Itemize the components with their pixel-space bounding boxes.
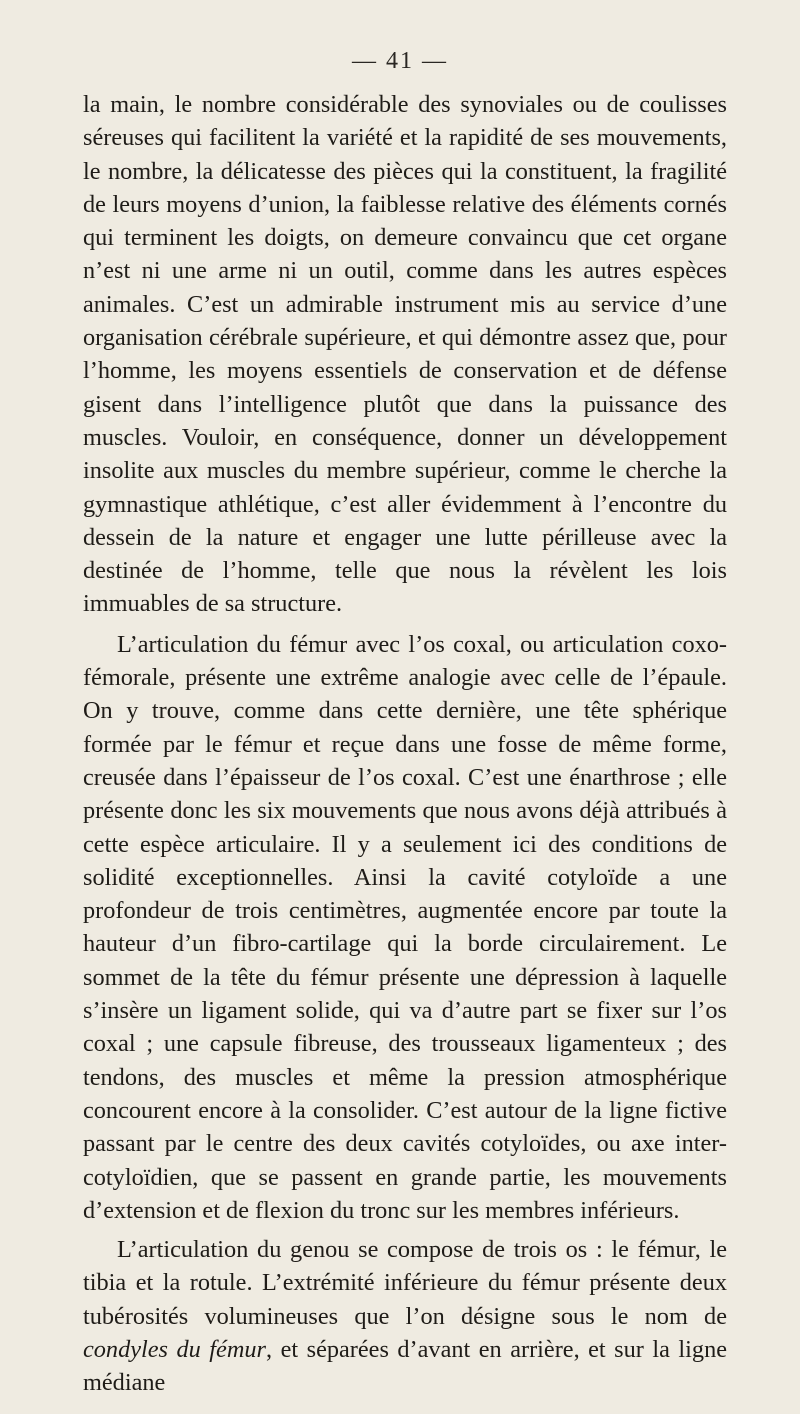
body-text — [83, 88, 727, 1400]
paragraph-hip-joint: L’articulation du fémur avec l’os coxal, ou articulation coxo-fémorale, présente une extrême analogie avec celle de l’épaule. On y trouve, comme dans cette dernière, une tête sphérique formée par le fémur et reçue dans une fosse de même forme, creusée dans l’épaisseur de l’os coxal. C’est une énarthrose ; elle présente donc les six mouvements que nous avons déjà attribués à cette espèce articulaire. Il y a seulement ici des conditions de solidité exceptionnelles. Ainsi la cavité cotyloïde a une profondeur de trois centimètres, augmentée encore par toute la hauteur d’un fibro-cartilage qui la borde circulairement. Le sommet de la tête du fémur présente une dépression à laquelle s’insère un ligament solide, qui va d’autre part se fixer sur l’os coxal ; une capsule fibreuse, des trousseaux ligamenteux ; des tendons, des muscles et même la pression atmosphérique concourent encore à la consolider. C’est autour de la ligne fictive passant par le centre des deux cavités cotyloïdes, ou axe inter-cotyloïdien, que se passent en grande partie, les mouvements d’extension et de flexion du tronc sur les membres inférieurs. — [83, 630, 727, 1224]
page-number: — 41 — — [352, 48, 448, 74]
paragraph-knee-joint — [83, 1233, 727, 1399]
knee-text-end: , et séparées d’avant en arrière, et sur la ligne médiane — [83, 1335, 727, 1397]
condyles-term: condyles du fémur — [83, 1335, 266, 1363]
knee-text-start: L’articulation du genou se compose de trois os : le fémur, le tibia et la rotule. L’extrémité inférieure du fémur présente deux tubérosités volumineuses que l’on désigne sous le nom de — [83, 1236, 727, 1330]
paragraph-hand: la main, le nombre considérable des synoviales ou de coulisses séreuses qui facilitent la variété et la rapidité de ses mouvements, le nombre, la délicatesse des pièces qui la constituent, la fragilité de leurs moyens d’union, la faiblesse relative des éléments cornés qui terminent les doigts, on demeure convaincu que cet organe n’est ni une arme ni un outil, comme dans les autres espèces animales. C’est un admirable instrument mis au service d’une organisation cérébrale supérieure, et qui démontre assez que, pour l’homme, les moyens essentiels de conservation et de défense gisent dans l’intelligence plutôt que dans la puissance des muscles. Vouloir, en conséquence, donner un développement insolite aux muscles du membre supérieur, comme le cherche la gymnastique athlétique, c’est aller évidemment à l’encontre du dessein de la nature et engager une lutte périlleuse avec la destinée de l’homme, telle que nous la révèlent les lois immuables de sa structure. — [83, 91, 727, 618]
